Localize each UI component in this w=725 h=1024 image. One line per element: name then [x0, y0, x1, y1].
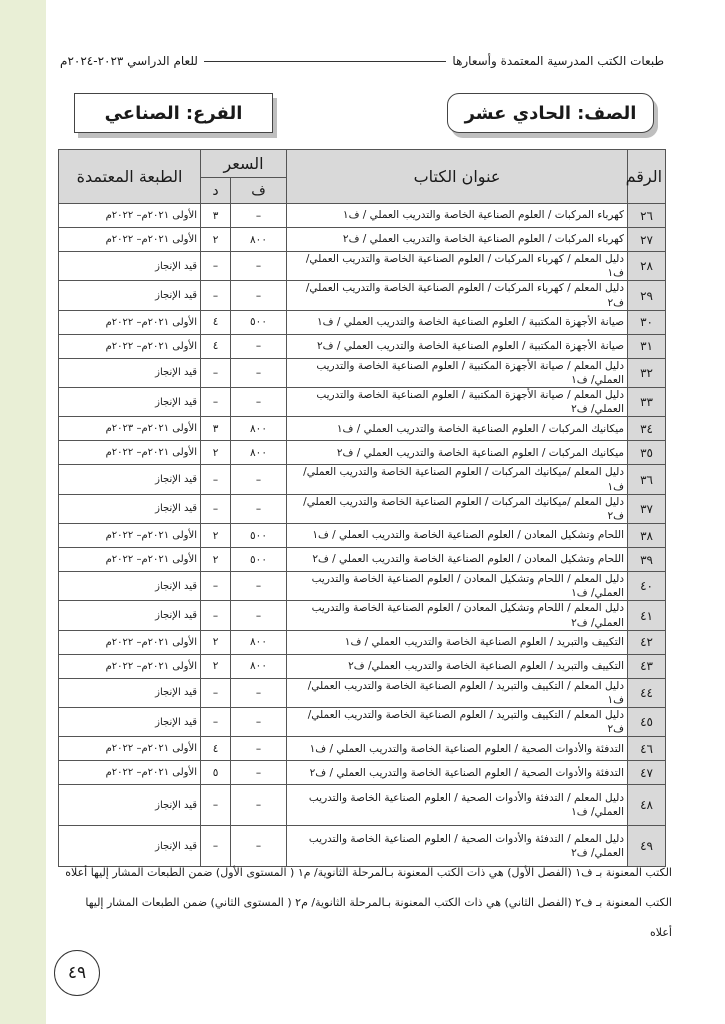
- row-number: ٤٧: [628, 761, 666, 785]
- row-price-dinar: ٢: [201, 654, 231, 678]
- row-edition: الأولى ٢٠٢١م– ٢٠٢٢م: [59, 654, 201, 678]
- header-year: للعام الدراسي ٢٠٢٣-٢٠٢٤م: [60, 54, 198, 68]
- table-row: [59, 601, 666, 630]
- row-number: ٣٦: [628, 465, 666, 494]
- row-price-fils: –: [231, 708, 287, 737]
- row-title: دليل المعلم / التدفئة والأدوات الصحية / العلوم الصناعية الخاصة والتدريب العملي/ ف١: [287, 785, 628, 826]
- branch-label: الفرع:: [185, 102, 243, 124]
- row-price-dinar: ٢: [201, 630, 231, 654]
- row-edition: قيد الإنجاز: [59, 826, 201, 867]
- row-title: ميكانيك المركبات / العلوم الصناعية الخاصة والتدريب العملي / ف١: [287, 417, 628, 441]
- row-price-fils: –: [231, 572, 287, 601]
- table-row: [59, 761, 666, 785]
- table-row: [59, 494, 666, 523]
- table-row: [59, 228, 666, 252]
- books-table-body: [59, 204, 666, 867]
- row-edition: الأولى ٢٠٢١م– ٢٠٢٢م: [59, 334, 201, 358]
- page-header: [60, 50, 664, 72]
- header-edition: الطبعة المعتمدة: [59, 150, 201, 204]
- row-number: ٤٣: [628, 654, 666, 678]
- row-title: التدفئة والأدوات الصحية / العلوم الصناعية الخاصة والتدريب العملي / ف٢: [287, 761, 628, 785]
- row-title: كهرباء المركبات / العلوم الصناعية الخاصة والتدريب العملي / ف١: [287, 204, 628, 228]
- row-edition: قيد الإنجاز: [59, 601, 201, 630]
- row-price-dinar: –: [201, 465, 231, 494]
- row-edition: قيد الإنجاز: [59, 785, 201, 826]
- table-row: [59, 785, 666, 826]
- row-price-fils: –: [231, 737, 287, 761]
- table-row: [59, 358, 666, 387]
- row-title: دليل المعلم / اللحام وتشكيل المعادن / العلوم الصناعية الخاصة والتدريب العملي/ ف٢: [287, 601, 628, 630]
- table-row: [59, 252, 666, 281]
- row-number: ٤١: [628, 601, 666, 630]
- row-price-fils: –: [231, 204, 287, 228]
- row-price-fils: ٥٠٠: [231, 548, 287, 572]
- row-price-dinar: ٤: [201, 310, 231, 334]
- row-edition: قيد الإنجاز: [59, 708, 201, 737]
- row-price-fils: –: [231, 465, 287, 494]
- row-price-dinar: –: [201, 708, 231, 737]
- row-price-fils: –: [231, 678, 287, 707]
- header-price: السعر: [201, 150, 287, 178]
- row-price-fils: –: [231, 252, 287, 281]
- row-title: ميكانيك المركبات / العلوم الصناعية الخاصة والتدريب العملي / ف٢: [287, 441, 628, 465]
- row-edition: الأولى ٢٠٢١م– ٢٠٢٢م: [59, 228, 201, 252]
- header-rule: [204, 61, 446, 62]
- header-title: طبعات الكتب المدرسية المعتمدة وأسعارها: [452, 54, 664, 68]
- row-price-dinar: ٣: [201, 417, 231, 441]
- row-edition: قيد الإنجاز: [59, 572, 201, 601]
- row-price-fils: ٨٠٠: [231, 228, 287, 252]
- row-price-dinar: –: [201, 252, 231, 281]
- row-number: ٣١: [628, 334, 666, 358]
- row-price-fils: –: [231, 334, 287, 358]
- row-number: ٤٠: [628, 572, 666, 601]
- table-row: [59, 572, 666, 601]
- row-number: ٤٤: [628, 678, 666, 707]
- row-price-fils: –: [231, 761, 287, 785]
- row-title: دليل المعلم / كهرباء المركبات / العلوم الصناعية الخاصة والتدريب العملي/ ف٢: [287, 281, 628, 310]
- row-edition: الأولى ٢٠٢١م– ٢٠٢٢م: [59, 524, 201, 548]
- row-title: كهرباء المركبات / العلوم الصناعية الخاصة والتدريب العملي / ف٢: [287, 228, 628, 252]
- row-title: صيانة الأجهزة المكتبية / العلوم الصناعية الخاصة والتدريب العملي / ف١: [287, 310, 628, 334]
- row-price-dinar: –: [201, 601, 231, 630]
- row-number: ٣٢: [628, 358, 666, 387]
- table-row: [59, 388, 666, 417]
- row-number: ٣٧: [628, 494, 666, 523]
- row-edition: الأولى ٢٠٢١م– ٢٠٢٢م: [59, 737, 201, 761]
- notes: [60, 858, 672, 948]
- row-title: دليل المعلم / اللحام وتشكيل المعادن / العلوم الصناعية الخاصة والتدريب العملي/ ف١: [287, 572, 628, 601]
- table-row: [59, 708, 666, 737]
- branch-value: الصناعي: [104, 102, 180, 124]
- row-title: دليل المعلم / صيانة الأجهزة المكتبية / العلوم الصناعية الخاصة والتدريب العملي/ ف١: [287, 358, 628, 387]
- row-price-fils: –: [231, 826, 287, 867]
- row-edition: الأولى ٢٠٢١م– ٢٠٢٢م: [59, 441, 201, 465]
- row-number: ٣٩: [628, 548, 666, 572]
- row-price-fils: –: [231, 388, 287, 417]
- row-number: ٣٣: [628, 388, 666, 417]
- row-number: ٢٦: [628, 204, 666, 228]
- row-price-dinar: ٢: [201, 548, 231, 572]
- row-price-dinar: –: [201, 826, 231, 867]
- row-edition: الأولى ٢٠٢١م– ٢٠٢٢م: [59, 630, 201, 654]
- row-price-dinar: –: [201, 281, 231, 310]
- row-edition: قيد الإنجاز: [59, 358, 201, 387]
- row-number: ٤٨: [628, 785, 666, 826]
- row-price-dinar: –: [201, 572, 231, 601]
- row-number: ٤٦: [628, 737, 666, 761]
- row-price-dinar: ٣: [201, 204, 231, 228]
- row-price-fils: ٥٠٠: [231, 524, 287, 548]
- table-row: [59, 310, 666, 334]
- header-title: عنوان الكتاب: [287, 150, 628, 204]
- table-row: [59, 630, 666, 654]
- table-row: [59, 524, 666, 548]
- row-edition: الأولى ٢٠٢١م– ٢٠٢٢م: [59, 310, 201, 334]
- row-number: ٣٨: [628, 524, 666, 548]
- row-price-dinar: ٤: [201, 737, 231, 761]
- grade-box: [447, 93, 654, 133]
- row-title: اللحام وتشكيل المعادن / العلوم الصناعية الخاصة والتدريب العملي / ف٢: [287, 548, 628, 572]
- row-title: دليل المعلم / كهرباء المركبات / العلوم الصناعية الخاصة والتدريب العملي/ ف١: [287, 252, 628, 281]
- row-edition: الأولى ٢٠٢١م– ٢٠٢٢م: [59, 204, 201, 228]
- row-title: دليل المعلم / التكييف والتبريد / العلوم الصناعية الخاصة والتدريب العملي/ ف١: [287, 678, 628, 707]
- row-edition: قيد الإنجاز: [59, 388, 201, 417]
- row-edition: قيد الإنجاز: [59, 281, 201, 310]
- row-price-dinar: ٢: [201, 441, 231, 465]
- row-number: ٤٥: [628, 708, 666, 737]
- row-price-fils: ٨٠٠: [231, 630, 287, 654]
- row-title: دليل المعلم /ميكانيك المركبات / العلوم الصناعية الخاصة والتدريب العملي/ ف١: [287, 465, 628, 494]
- table-row: [59, 678, 666, 707]
- row-price-dinar: –: [201, 358, 231, 387]
- row-title: التدفئة والأدوات الصحية / العلوم الصناعية الخاصة والتدريب العملي / ف١: [287, 737, 628, 761]
- row-edition: الأولى ٢٠٢١م– ٢٠٢٣م: [59, 417, 201, 441]
- row-price-dinar: –: [201, 785, 231, 826]
- header-number: الرقم: [628, 150, 666, 204]
- grade-value: الحادي عشر: [464, 102, 572, 124]
- row-price-fils: –: [231, 358, 287, 387]
- row-price-dinar: –: [201, 678, 231, 707]
- row-price-dinar: ٢: [201, 228, 231, 252]
- row-price-fils: ٨٠٠: [231, 417, 287, 441]
- table-row: [59, 465, 666, 494]
- row-price-dinar: ٤: [201, 334, 231, 358]
- row-price-dinar: –: [201, 388, 231, 417]
- table-row: [59, 281, 666, 310]
- note-semester-2: الكتب المعنونة بـ ف٢ (الفصل الثاني) هي ذات الكتب المعنونة بـالمرحلة الثانوية/ م٢ ( المستوى الثاني) ضمن الطبعات المشار إليها أعلاه: [85, 896, 672, 939]
- books-table: [58, 149, 666, 867]
- row-title: التكييف والتبريد / العلوم الصناعية الخاصة والتدريب العملي/ ف٢: [287, 654, 628, 678]
- row-price-fils: –: [231, 785, 287, 826]
- row-number: ٤٩: [628, 826, 666, 867]
- table-row: [59, 204, 666, 228]
- row-title: اللحام وتشكيل المعادن / العلوم الصناعية الخاصة والتدريب العملي / ف١: [287, 524, 628, 548]
- row-edition: قيد الإنجاز: [59, 252, 201, 281]
- row-price-fils: ٨٠٠: [231, 654, 287, 678]
- table-row: [59, 654, 666, 678]
- row-price-fils: –: [231, 601, 287, 630]
- row-edition: قيد الإنجاز: [59, 465, 201, 494]
- row-price-fils: –: [231, 281, 287, 310]
- row-price-fils: –: [231, 494, 287, 523]
- row-title: دليل المعلم /ميكانيك المركبات / العلوم الصناعية الخاصة والتدريب العملي/ ف٢: [287, 494, 628, 523]
- row-price-dinar: ٢: [201, 524, 231, 548]
- row-title: دليل المعلم / التدفئة والأدوات الصحية / العلوم الصناعية الخاصة والتدريب العملي/ ف٢: [287, 826, 628, 867]
- note-semester-1: الكتب المعنونة بـ ف١ (الفصل الأول) هي ذات الكتب المعنونة بـالمرحلة الثانوية/ م١ ( المستوى الأول) ضمن الطبعات المشار إليها أعلاه: [65, 866, 672, 879]
- row-number: ٤٢: [628, 630, 666, 654]
- row-title: صيانة الأجهزة المكتبية / العلوم الصناعية الخاصة والتدريب العملي / ف٢: [287, 334, 628, 358]
- row-number: ٣٥: [628, 441, 666, 465]
- row-price-fils: ٨٠٠: [231, 441, 287, 465]
- row-price-fils: ٥٠٠: [231, 310, 287, 334]
- header-price-fils: ف: [231, 178, 287, 204]
- row-number: ٣٠: [628, 310, 666, 334]
- grade-label: الصف:: [577, 102, 637, 124]
- table-row: [59, 334, 666, 358]
- row-price-dinar: –: [201, 494, 231, 523]
- row-price-dinar: ٥: [201, 761, 231, 785]
- table-row: [59, 417, 666, 441]
- row-edition: الأولى ٢٠٢١م– ٢٠٢٢م: [59, 761, 201, 785]
- row-title: دليل المعلم / التكييف والتبريد / العلوم الصناعية الخاصة والتدريب العملي/ ف٢: [287, 708, 628, 737]
- table-row: [59, 548, 666, 572]
- row-title: التكييف والتبريد / العلوم الصناعية الخاصة والتدريب العملي / ف١: [287, 630, 628, 654]
- row-number: ٢٩: [628, 281, 666, 310]
- header-price-dinar: د: [201, 178, 231, 204]
- page-number: ٤٩: [54, 950, 100, 996]
- row-title: دليل المعلم / صيانة الأجهزة المكتبية / العلوم الصناعية الخاصة والتدريب العملي/ ف٢: [287, 388, 628, 417]
- table-row: [59, 737, 666, 761]
- row-number: ٢٧: [628, 228, 666, 252]
- table-row: [59, 441, 666, 465]
- row-number: ٣٤: [628, 417, 666, 441]
- branch-box: [74, 93, 273, 133]
- row-edition: الأولى ٢٠٢١م– ٢٠٢٢م: [59, 548, 201, 572]
- row-number: ٢٨: [628, 252, 666, 281]
- row-edition: قيد الإنجاز: [59, 494, 201, 523]
- row-edition: قيد الإنجاز: [59, 678, 201, 707]
- left-margin-strip: [0, 0, 46, 1024]
